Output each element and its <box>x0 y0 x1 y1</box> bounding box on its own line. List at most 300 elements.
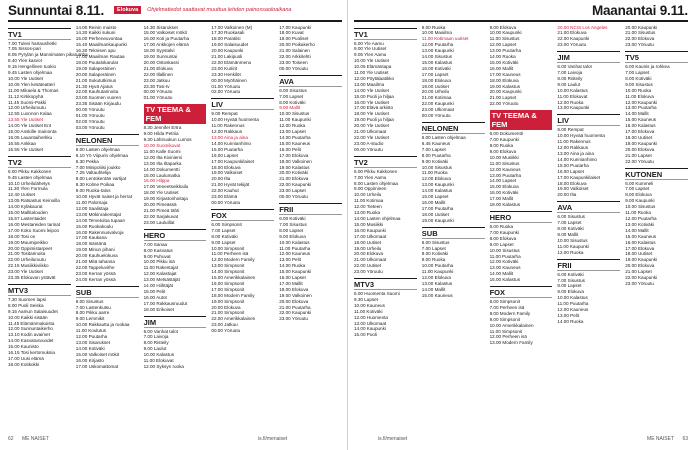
program-entry: 18.00 Uutiset <box>354 239 382 245</box>
program-entry: 22.00 Kaupunki <box>557 36 590 42</box>
program-entry: 14.00 Mallit <box>489 271 514 277</box>
program-entry: 17.00 Ulkomaat <box>354 233 387 239</box>
program-entry: 11.00 Ruoka <box>421 170 448 176</box>
program-entry: 12.00 Kalastajat <box>143 271 177 277</box>
program-entry: 19.00 Muumipeikko <box>8 239 48 245</box>
left-url[interactable]: is.fi/menaiset <box>258 436 288 442</box>
program-entry: 10.00 Kauneus <box>354 302 385 308</box>
program-entry: 18.00 Uutiset <box>625 251 653 257</box>
program-entry: 11.00 Perheen isä <box>211 251 249 257</box>
program-entry: 13.00 Puutarha <box>489 172 522 178</box>
program-entry: 8.30 Kolme Poikaa <box>75 182 115 188</box>
program-entry: 22.00 Urheiluruutu <box>8 257 46 263</box>
right-listing-columns <box>354 25 688 433</box>
program-entry: 13.00 Kauneus <box>489 265 521 271</box>
program-entry: 13.55 Yle Uutiset <box>8 117 43 123</box>
program-entry: 20.00 Oppimistarpeet <box>8 245 52 251</box>
program-entry: 22.00 Arkkitehti <box>279 54 311 60</box>
left-header <box>8 0 342 20</box>
listing-column <box>422 25 485 433</box>
program-entry: 21.00 Lapset <box>625 269 652 275</box>
program-entry: 7.00 Sisustus <box>557 277 585 283</box>
program-entry: 9.00 Elokuva <box>489 24 517 30</box>
channel-header: AVA <box>557 201 620 213</box>
program-entry: 22.00 Illallinen <box>143 71 173 77</box>
program-entry: 13.00 Kotiväki <box>625 221 655 227</box>
program-entry: 18.00 Yle Uutiset <box>354 111 389 117</box>
program-entry: 20.00 Yle Uutiset <box>354 123 389 129</box>
channel-header: FOX <box>211 209 274 221</box>
program-entry: 6.00 Vanhat talot <box>143 328 178 334</box>
program-entry: 18.00 Elokuva <box>279 286 309 292</box>
program-entry: 20.00 Kaupunki <box>625 24 658 30</box>
program-entry: 9.00 Lemmikit <box>75 316 105 322</box>
program-entry: 15.00 Kauneus <box>625 233 657 239</box>
program-entry: 23.00 Ulkomaat <box>421 107 454 113</box>
program-entry: 13.00 Metsästäjät <box>143 277 180 283</box>
program-entry: 20.00 Kotiväki <box>279 170 309 176</box>
program-entry: 14.00 Ruoka <box>557 318 584 324</box>
channel-header: KUTONEN <box>625 168 688 180</box>
program-entry: 10.00 Sisustus <box>625 204 656 210</box>
program-entry: 11.00 Elokuvat <box>143 358 174 364</box>
program-entry: 21.00 Puutarha <box>279 304 311 310</box>
program-entry: 10.00 Rakkautta ja ruokaa <box>75 322 130 328</box>
program-entry: 7.00 Sanaa <box>143 241 168 247</box>
right-header <box>354 0 688 20</box>
program-entry: 01.00 Yöruutu <box>143 95 173 101</box>
program-entry: 8.00 Elokuva <box>489 235 517 241</box>
program-entry: 22.00 Kaupunki <box>625 275 658 281</box>
program-entry: 14.00 Lasten ohjelmaa <box>354 215 401 221</box>
program-entry: 17.00 Mallit <box>279 280 303 286</box>
program-entry: 7.00 Laivoja <box>143 334 169 340</box>
program-entry: 18.00 Yle Uutiset <box>143 190 179 196</box>
program-entry: 21.00 Lapset <box>625 152 652 158</box>
program-entry: 8.00 Lentokentän vartijat <box>75 176 127 182</box>
program-entry: 8.00 Kotiväki <box>557 226 584 232</box>
program-entry: 22.00 Kauhutarinoita <box>75 89 119 95</box>
program-entry: 17.00 Uskomattomat <box>75 363 119 369</box>
program-entry: 11.00 Elokuvat <box>557 93 588 99</box>
program-entry: 23.00 Suomen vuoren <box>75 95 122 101</box>
program-entry: 17.00 Mallit <box>489 196 514 202</box>
channel-header: JIM <box>557 51 620 63</box>
program-entry: 8.00 Lapset <box>557 283 582 289</box>
program-entry: 17.00 Puutarha <box>421 205 454 211</box>
program-entry: 14.00 Ruoka <box>489 54 516 60</box>
program-entry: 6.00 Sisustus <box>421 239 450 245</box>
program-entry: 16.00 Hilppa <box>143 178 170 184</box>
program-entry: 7.30 Suomen lapsi <box>8 296 47 302</box>
program-entry: 15.00 Amerikkalainen <box>211 275 256 281</box>
program-entry: 19.00 Sunnuntai <box>143 54 178 60</box>
program-entry: 8.05 Pyrylän ja Mannimaten pikarumba <box>8 52 88 58</box>
program-entry: 14.00 Sisustus <box>421 54 452 60</box>
program-entry: 13.00 Pelit <box>557 312 580 318</box>
program-entry: 9.15 Hengellinen tuokio <box>8 64 57 70</box>
program-entry: 9.00 Hilda Petriia <box>143 131 179 137</box>
listing-column <box>490 25 553 433</box>
program-entry: 18.00 Tosi on <box>8 233 36 239</box>
program-entry: 7.00 Lapset <box>279 93 304 99</box>
channel-header: FOX <box>490 286 553 298</box>
program-entry: 6.00 Lasten ohjelmaa <box>421 135 466 140</box>
program-entry: 17.00 Kaupunkilaiset <box>557 174 601 180</box>
program-entry: 19.00 Puoli ja hiljaa <box>354 117 394 123</box>
program-entry: 10.00 Sisustus <box>557 237 588 243</box>
program-entry: 23.30 Henkilöt <box>211 71 241 77</box>
program-entry: 12.00 Kauneus <box>557 307 589 313</box>
program-entry: 11.00 Ruoka <box>625 210 651 216</box>
program-entry: 14.00 Mallit <box>421 286 446 292</box>
program-entry: 22.00 Elokuva <box>625 36 655 42</box>
program-entry: 19.00 Valkoiset <box>557 186 589 192</box>
program-entry: 12.00 Tieteen <box>354 204 382 210</box>
program-entry: 9.00 Simpsonit <box>489 316 520 322</box>
program-entry: 11.00 Yle Uutiset <box>354 70 389 76</box>
program-entry: 8.00 Pikku aarre <box>75 310 110 316</box>
program-entry: 12.00 Kaupunki <box>625 99 658 105</box>
program-entry: 19.00 Salaisuudet <box>211 42 249 48</box>
program-entry: 21.00 Hyvät tekijät <box>211 182 250 188</box>
listing-column <box>76 25 139 433</box>
channel-header: TV1 <box>8 28 71 40</box>
header-rule <box>8 20 342 22</box>
program-entry: 15.00 Kalastus <box>421 59 453 65</box>
program-entry: 23.00 A-studio <box>354 140 384 146</box>
program-entry: 12.00 Ruoka <box>557 99 584 105</box>
program-entry: 20.00 Kaupunki <box>489 89 522 95</box>
program-entry: 7.00 Lapset <box>625 186 650 192</box>
program-entry: 17.00 Elokuva <box>279 152 309 158</box>
program-entry: 16.00 Pelit <box>279 146 301 152</box>
program-entry: 7.00 Minipoliisi joukko <box>75 164 121 170</box>
program-entry: 6.00 Yle Aamu <box>354 40 384 46</box>
program-entry: 12.00 Rakkaus <box>211 129 243 135</box>
program-entry: 9.00 Oppiminen <box>354 186 387 192</box>
program-entry: 9.00 Elokuva <box>557 289 584 295</box>
channel-header: TV2 <box>354 156 417 168</box>
program-entry: 10.00 Kalastus <box>557 295 588 301</box>
program-entry: 22.00 Kaupunki <box>279 310 312 316</box>
program-entry: 9.00 Mallit <box>557 231 579 237</box>
program-entry: 19.00 Urheilu <box>354 245 382 251</box>
program-entry: 16.00 Kaupunki <box>354 227 386 233</box>
channel-header: TV TEEMA & FEM <box>144 104 207 124</box>
program-entry: 6.00 Kotiväki <box>557 271 584 277</box>
program-entry: 17.00 Veneetseikkailu <box>143 184 189 190</box>
program-entry: 6.00 Simpsonit <box>211 221 242 227</box>
program-entry: 18.00 Uutiset <box>421 211 449 217</box>
program-entry: 8.00 Kasvatus <box>143 247 173 253</box>
program-entry: 11.00 Elokuva <box>625 93 654 99</box>
program-entry: 00.00 Yöruutu <box>421 113 451 119</box>
listing-column <box>557 25 620 433</box>
program-entry: 14.00 Yle Uutiset Ent <box>8 123 52 129</box>
program-entry: 15.00 Kotiväki <box>489 59 519 65</box>
program-entry: 8.00 Puutarha <box>421 152 451 158</box>
program-entry: 18.00 Elokuva <box>489 77 519 83</box>
program-entry: 00.00 Yöruutu <box>279 65 308 71</box>
program-entry: 14.00 Mallit <box>625 111 649 117</box>
program-entry: 12.40 Uutiset <box>8 192 36 198</box>
program-entry: 15.00 Elokuva <box>489 184 519 190</box>
program-entry: 21.00 Elokuva <box>279 176 309 182</box>
program-entry: 14.00 Dokumentti <box>143 166 180 172</box>
program-entry: 15.00 Laulumatka <box>143 172 181 178</box>
program-entry: 10.10 Urheilulähetys <box>8 180 50 186</box>
program-entry: 9.00 Lapset <box>211 239 236 245</box>
right-day-title: Maanantai 9.11. <box>591 2 688 18</box>
program-entry: 12.00 Kauneus <box>489 166 521 172</box>
program-entry: 12.00 Huomenta <box>354 314 388 320</box>
program-entry: 7.00 Ylen Aamu <box>354 174 387 180</box>
program-entry: 13.00 Kalastus <box>421 280 453 286</box>
program-entry: 01.00 Yöruutu <box>75 113 105 119</box>
program-entry: 10.00 Hyvää huomenta <box>557 133 605 139</box>
program-entry: 12.00 Elokuva <box>421 275 451 281</box>
program-entry: 10.05 Elämäntapa <box>354 64 392 70</box>
program-entry: 15.00 Perheneuvontaa <box>75 36 123 42</box>
program-entry: 18.00 Valkoinen <box>279 158 312 164</box>
program-entry: 23.00 Toiseen <box>279 59 308 65</box>
program-entry: 11.00 Puutarha <box>489 253 521 259</box>
channel-header: AVA <box>279 75 342 87</box>
program-entry: 23.00 Jatkuu <box>143 77 170 83</box>
program-entry: 15.00 Valkoiset mökit <box>143 30 187 36</box>
program-entry: 8.00 Elokuva <box>625 192 652 198</box>
program-entry: 13.00 Puutarha <box>489 48 522 54</box>
program-entry: 23.00 Kuriirit <box>211 65 238 71</box>
program-entry: 13.00 Ruoka <box>354 210 381 216</box>
program-entry: 7.00 Sisustus <box>279 221 307 227</box>
program-entry: 17.00 Kauneus <box>489 71 521 77</box>
program-entry: 22.00 Kaupunki <box>279 182 312 188</box>
program-entry: 15.00 Mallitalouden <box>8 210 48 216</box>
program-entry: 10.00 Amerikkalainen <box>489 322 534 328</box>
program-entry: 19.00 Kaupunki <box>625 257 658 263</box>
program-entry: 18.00 Elokuva <box>211 164 241 170</box>
program-entry: 16.00 Lapset <box>211 152 238 158</box>
channel-header: LIV <box>211 98 274 110</box>
program-entry: 7.00 Lapset <box>421 146 446 152</box>
program-entry: 8.00 Puoli Seiska <box>8 302 44 308</box>
channel-header: TV1 <box>354 28 417 40</box>
program-entry: 8.00 Ruoka <box>489 143 514 148</box>
program-entry: 22.00 Kaupunki <box>421 101 454 107</box>
program-entry: 6.00 Pikku Kakkonen <box>354 168 398 174</box>
program-entry: 9.00 Kaupunki <box>625 198 655 204</box>
program-entry: 18.00 Puutalokarulat <box>75 59 118 65</box>
program-entry: 19.00 Minun pihani <box>75 247 115 253</box>
program-entry: 12.00 Ruoka <box>279 123 306 129</box>
program-entry: 10.00 Suomikuvat <box>143 143 181 148</box>
program-entry: 22.00 Yöruutu <box>625 158 654 164</box>
program-entry: 6.00 Lasten ohjelmaa <box>75 146 120 152</box>
program-entry: 7.00 Lapset <box>421 245 446 251</box>
program-entry: 14.00 Ruoka <box>279 263 306 269</box>
left-magazine-name: ME NAISET <box>22 436 49 442</box>
program-entry: 7.00 Lapset <box>557 220 582 226</box>
program-entry: 10.00 Maailma <box>421 30 452 36</box>
program-entry: 15.00 Ruokakoulu <box>75 223 113 229</box>
program-entry: 23.00 Kerran yössä <box>75 270 116 276</box>
program-entry: 11.00 Kaupunki <box>557 243 589 249</box>
program-entry: 21.00 Simpsonit <box>211 310 245 316</box>
program-entry: 17.00 Uusi elämä <box>8 356 44 361</box>
program-entry: 18.00 Kuvat <box>279 30 304 36</box>
program-entry: 16.00 Lapset <box>557 168 584 174</box>
program-entry: 23.00 Elämä <box>211 194 238 200</box>
program-entry: 6.00 Huomenta Suomi <box>354 291 400 297</box>
program-entry: 12.00 Saalistaja <box>75 205 109 211</box>
program-entry: 00.00 Yöruutu <box>143 89 173 95</box>
right-magazine-name: ME NAISET <box>647 436 674 442</box>
program-entry: 11.00 Puutarha <box>557 301 589 307</box>
program-entry: 21.00 Salainen <box>279 48 310 54</box>
program-entry: 19.00 Simpsonit <box>211 298 245 304</box>
program-entry: 19.00 Kalastus <box>489 83 520 89</box>
program-entry: 19.00 Valkoiset <box>211 170 243 176</box>
program-entry: 15.00 Kaunisto <box>8 344 39 350</box>
program-entry: 22.15 Musiikkiviikko <box>8 263 49 269</box>
program-entry: 10.00 Kalastus <box>143 352 174 358</box>
program-entry: 00.00 Yöruutu <box>279 194 308 200</box>
program-entry: 9.00 Mallit <box>279 105 301 111</box>
channel-header: LIV <box>557 114 620 126</box>
program-entry: 11.00 Rakennus <box>557 139 591 145</box>
program-entry: 16.55 Ankkaa <box>8 140 36 146</box>
program-entry: 10.00 Pikku isä <box>143 259 175 265</box>
program-entry: 22.00 Kauhut <box>211 188 239 194</box>
program-entry: 8.00 Kotiväki <box>625 75 652 81</box>
program-entry: 6.00 Kotiväki <box>279 215 306 221</box>
program-entry: 8.00 Kotiväki <box>421 251 449 257</box>
channel-header: MTV3 <box>354 278 417 290</box>
program-entry: 11.00 Kaupunki <box>421 269 454 275</box>
program-entry: 13.00 Kaupunki <box>557 105 590 111</box>
program-entry: 23.00 Lauluillat <box>143 219 175 225</box>
program-entry: 13.05 Ratsastus Keinoilla <box>8 198 60 204</box>
program-entry: 7.00 Lapset <box>625 70 650 76</box>
program-entry: 11.00 Sisustus <box>489 36 520 42</box>
program-entry: 13.00 Simpsonit <box>211 263 245 269</box>
program-entry: 22.00 Sarjakuvat <box>143 213 179 219</box>
program-entry: 9.45 Lasten ohjelmaa <box>8 70 52 76</box>
program-entry: 11.30 Ylen Formula <box>8 186 48 192</box>
program-entry: 00.00 Yöruutu <box>211 328 241 334</box>
program-entry: 20.00 Elokuva <box>279 298 309 304</box>
listing-column <box>354 25 417 433</box>
program-entry: 17.00 Simpsonit <box>211 286 245 292</box>
program-entry: 13.00 Pelit <box>279 257 301 263</box>
program-entry: 15.00 Pelit <box>143 288 166 294</box>
program-entry: 00.00 Yöruutu <box>354 146 383 152</box>
program-entry: 8.00 Kotiväki <box>279 99 306 105</box>
program-entry: 10.00 Hyvät naiset ja herrat <box>75 194 132 200</box>
program-entry: 18.00 Kotikokki <box>8 361 40 367</box>
program-entry: 10.00 Kalastus <box>557 87 588 93</box>
program-entry: 23.00 Yöruutu <box>557 42 587 48</box>
program-entry: 19.00 Kaupunki <box>421 217 454 223</box>
program-entry: 23.00 Jatkuu <box>211 322 238 328</box>
program-entry: 16.30 Teknisen apu <box>75 48 116 54</box>
program-entry: 7.00 Tulevi hartaushetki <box>8 40 57 46</box>
program-entry: 17.00 Elokuva <box>625 129 655 135</box>
program-entry: 8.00 Risteily <box>143 340 169 346</box>
program-entry: 6.00 Sisustus <box>279 87 307 93</box>
program-entry: 9.00 Puhuvat <box>143 253 171 259</box>
program-entry: 9.00 Rempat <box>211 111 238 117</box>
listing-column <box>211 25 274 433</box>
program-entry: 19.00 Valkoinen <box>279 292 312 298</box>
program-entry: 21.00 Lakipuoli <box>211 54 243 60</box>
program-entry: 6.00 Ruoka <box>489 223 514 229</box>
program-entry: 22.00 Uutiset <box>354 263 382 269</box>
program-entry: 14.00 Lapset <box>489 178 517 184</box>
program-entry: 12.00 Pöytälaatikko <box>354 75 395 81</box>
program-entry: 13.00 Kaupunki <box>421 182 454 188</box>
program-entry: 15.00 Kauneus <box>421 292 453 298</box>
schedule-disclaimer: Ohjelmatiedot saattavat muuttua lehden painossaoloaikana <box>147 7 292 13</box>
program-entry: 15.00 Kauneus <box>625 117 657 123</box>
program-entry: 14.00 Yle Uutiset <box>354 87 389 93</box>
program-entry: 11.45 Suomi-Pakki <box>8 99 47 105</box>
listing-column <box>625 25 688 433</box>
program-entry: 6.00 Simpsonit <box>489 299 520 305</box>
program-entry: 9.15 Aamun Salaisuudet <box>8 308 58 314</box>
program-entry: 16.05 Lauantaiherkku <box>8 135 53 140</box>
right-url[interactable]: is.fi/menaiset <box>378 436 408 442</box>
program-entry: 9.05 Ylen Aamu <box>354 52 387 58</box>
program-entry: 20.00 Elokuva <box>354 251 384 257</box>
program-entry: 10.00 Sisustus <box>421 164 452 170</box>
program-entry: 14.00 Tervetuloa tupaan <box>75 217 126 223</box>
program-entry: 7.00 Perheen isä <box>489 304 525 310</box>
program-entry: 12.55 Luonnon Kalaa <box>8 111 52 117</box>
program-entry: 14.00 Simpsonit <box>211 269 245 275</box>
program-entry: 7.00 Lastenkutsu <box>75 304 111 310</box>
program-entry: 17.00 Ankkojen elämä <box>143 42 189 48</box>
program-entry: 23.35 Sisään Kirjaudu <box>75 101 121 107</box>
program-entry: 13.00 Modern Family <box>489 340 533 346</box>
program-entry: 7.05 Sissos-pari <box>8 46 41 52</box>
program-entry: 14.30 Kaikki sukuni <box>75 30 116 36</box>
program-entry: 16.00 Autot <box>143 294 167 300</box>
program-entry: 13.00 Ilta Iltaparka <box>143 160 182 166</box>
program-entry: 6.00 Kaunis ja rohkea <box>625 64 670 70</box>
program-entry: 15.57 Lastentaidet <box>8 215 46 221</box>
program-entry: 15.00 Valkoiset mökit <box>75 351 120 357</box>
program-entry: 17.00 Rakkausruudut <box>143 300 188 306</box>
program-entry: 16.15 Tosi kertomuksia <box>8 350 55 356</box>
program-entry: 16.00 Kotiväki <box>421 65 451 71</box>
program-entry: 8.00 Lapset <box>279 227 304 233</box>
program-entry: 6.00 Pikku Kakkonen <box>8 168 52 174</box>
program-entry: 18.00 Erikoiset <box>143 306 174 312</box>
program-entry: 02.00 Yöruutu <box>211 89 241 95</box>
program-entry: 00.00 Yöruutu <box>75 107 105 113</box>
program-entry: 16.00 Kalastus <box>625 239 656 245</box>
program-entry: 11.00 Sisustus <box>489 160 520 166</box>
left-day-title: Sunnuntai 8.11. <box>8 2 105 18</box>
program-entry: 13.00 Puutarha <box>625 105 657 111</box>
program-entry: 12.00 Puutarha <box>75 334 108 340</box>
program-entry: 14.00 Mallit <box>625 227 649 233</box>
program-entry: 12.00 Kotiväki <box>489 259 519 265</box>
program-entry: 10.00 Kalastus <box>279 239 310 245</box>
